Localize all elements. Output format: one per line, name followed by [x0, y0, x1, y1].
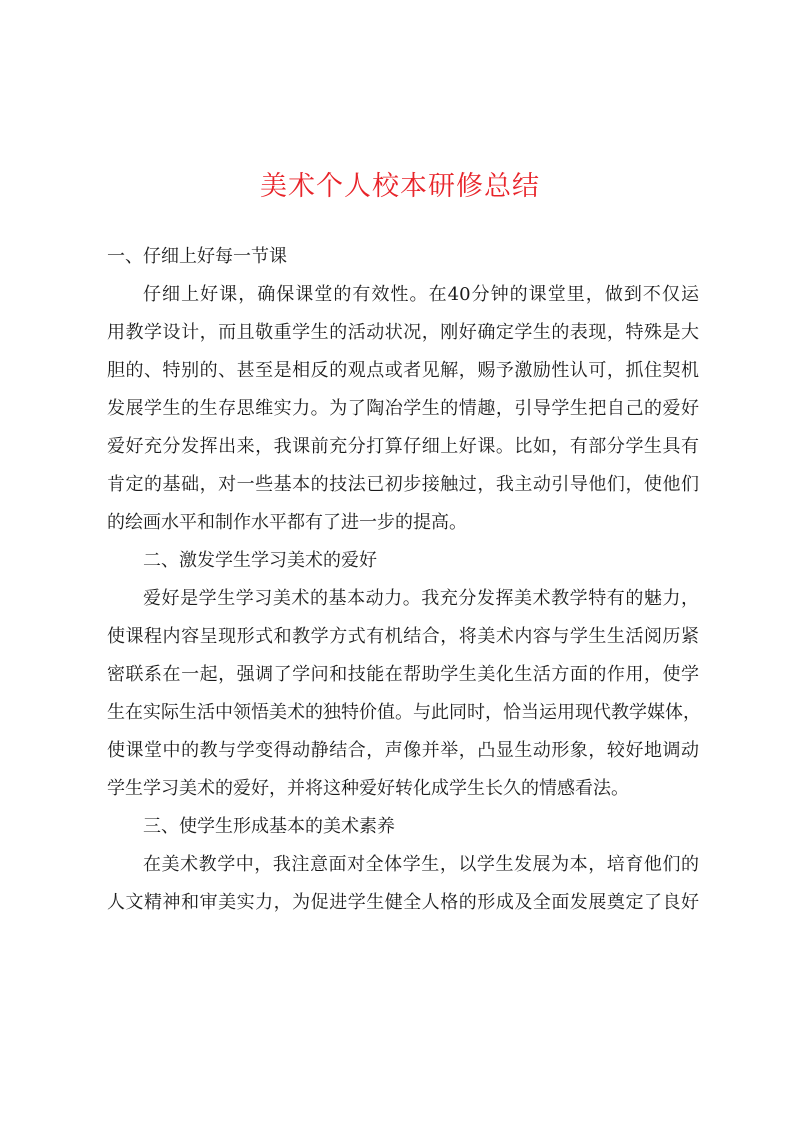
section-3-paragraph-line: 人文精神和审美实力，为促进学生健全人格的形成及全面发展奠定了良好 [107, 892, 699, 913]
section-2-paragraph-line: 使课堂中的教与学变得动静结合，声像并举，凸显生动形象，较好地调动 [107, 740, 699, 761]
section-1-paragraph-line: 胆的、特别的、甚至是相反的观点或者见解，赐予激励性认可，抓住契机 [107, 360, 699, 381]
section-2-heading: 二、激发学生学习美术的爱好 [143, 550, 377, 571]
section-2-paragraph-line: 密联系在一起，强调了学问和技能在帮助学生美化生活方面的作用，使学 [107, 664, 699, 685]
section-3-paragraph-line: 在美术教学中，我注意面对全体学生，以学生发展为本，培育他们的 [143, 854, 699, 875]
document-body [107, 238, 699, 922]
section-2-paragraph-line: 生在实际生活中领悟美术的独特价值。与此同时，恰当运用现代教学媒体， [107, 702, 701, 723]
section-2-paragraph-line: 爱好是学生学习美术的基本动力。我充分发挥美术教学特有的魅力， [143, 588, 699, 609]
section-1-paragraph-line: 的绘画水平和制作水平都有了进一步的提高。 [107, 512, 467, 533]
section-1-paragraph-line: 爱好充分发挥出来，我课前充分打算仔细上好课。比如，有部分学生具有 [107, 436, 699, 457]
section-1-paragraph-line: 肯定的基础，对一些基本的技法已初步接触过，我主动引导他们，使他们 [107, 474, 699, 495]
document-title: 美术个人校本研修总结 [260, 171, 540, 202]
section-2-paragraph-line: 使课程内容呈现形式和教学方式有机结合，将美术内容与学生生活阅历紧 [107, 626, 699, 647]
section-1-paragraph-line: 用教学设计，而且敬重学生的活动状况，刚好确定学生的表现，特殊是大 [107, 322, 699, 343]
section-1-heading: 一、仔细上好每一节课 [107, 246, 287, 267]
section-2-paragraph-line: 学生学习美术的爱好，并将这种爱好转化成学生长久的情感看法。 [107, 778, 629, 799]
section-1-paragraph-line: 仔细上好课，确保课堂的有效性。在40分钟的课堂里，做到不仅运 [143, 284, 699, 305]
section-3-heading: 三、使学生形成基本的美术素养 [143, 816, 395, 837]
section-1-paragraph-line: 发展学生的生存思维实力。为了陶冶学生的情趣，引导学生把自己的爱好 [107, 398, 699, 419]
